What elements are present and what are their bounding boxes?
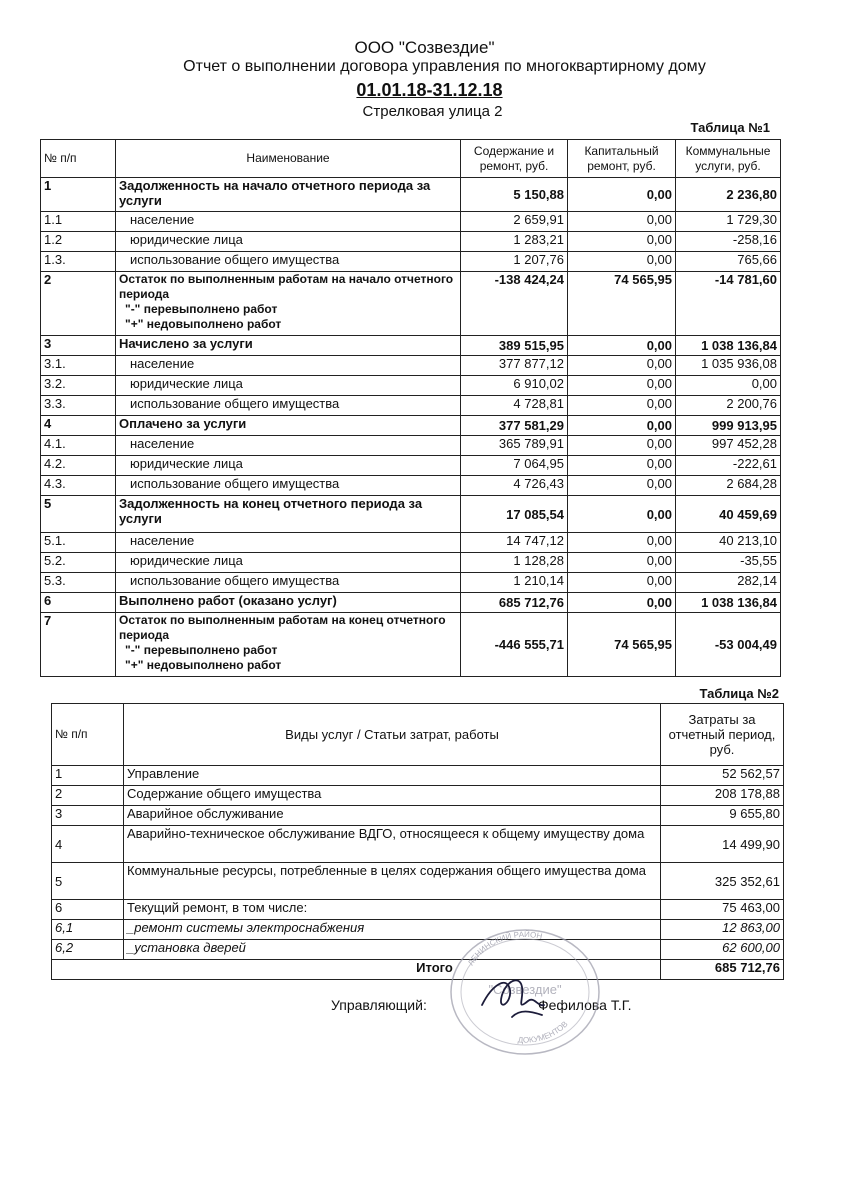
row-name [116,396,461,416]
maint-value: 4 728,81 [461,396,568,416]
row-name [116,496,461,533]
maint-value: 389 515,95 [461,336,568,356]
cost-value: 75 463,00 [661,900,784,920]
row-name: Текущий ремонт, в том числе: [124,900,661,920]
row-name [116,573,461,593]
svg-text:ЛЕНИНСКИЙ РАЙОН [466,930,543,967]
maint-value: 365 789,91 [461,436,568,456]
row-number: 1 [52,766,124,786]
cost-value: 62 600,00 [661,940,784,960]
t1-col-util: Коммунальные услуги, руб. [676,140,781,178]
table1-row [41,496,781,533]
row-name [116,232,461,252]
row-name: Коммунальные ресурсы, потребленные в целях содержания общего имущества дома [124,863,661,900]
table1-row [41,252,781,272]
capital-value: 0,00 [568,416,676,436]
capital-value: 0,00 [568,593,676,613]
manager-signature [472,965,562,1025]
row-name [116,553,461,573]
cost-value: 12 863,00 [661,920,784,940]
row-name [116,336,461,356]
table2-row [52,826,784,863]
maint-value: 14 747,12 [461,533,568,553]
capital-value: 0,00 [568,396,676,416]
row-name [116,613,461,677]
row-name: _ремонт системы электроснабжения [124,920,661,940]
utility-value: 999 913,95 [676,416,781,436]
row-number: 3.2. [41,376,116,396]
maint-value: 4 726,43 [461,476,568,496]
row-number: 3 [41,336,116,356]
row-name-text: использование общего имущества [130,476,340,491]
row-number: 2 [52,786,124,806]
utility-value: 997 452,28 [676,436,781,456]
row-name [116,456,461,476]
row-name: Управление [124,766,661,786]
stamp-text-center: "Созвездие" [488,982,562,997]
capital-value: 0,00 [568,232,676,252]
capital-value: 74 565,95 [568,272,676,336]
row-number: 6 [41,593,116,613]
row-name [116,252,461,272]
row-name-text: использование общего имущества [130,396,340,411]
row-name: _установка дверей [124,940,661,960]
row-name-text: Начислено за услуги [119,336,253,351]
total-label: Итого [52,960,661,980]
row-number: 1.1 [41,212,116,232]
t2-col-num: № п/п [52,704,124,766]
row-number: 3.3. [41,396,116,416]
row-number: 6,2 [52,940,124,960]
table1-row [41,436,781,456]
cost-value: 208 178,88 [661,786,784,806]
row-number: 4 [41,416,116,436]
row-number: 2 [41,272,116,336]
t2-col-cost: Затраты за отчетный период, руб. [661,704,784,766]
maint-value: 7 064,95 [461,456,568,476]
utility-value: 2 684,28 [676,476,781,496]
row-name [116,212,461,232]
table1-row [41,232,781,252]
row-name-text: использование общего имущества [130,573,340,588]
table2-row [52,766,784,786]
row-number: 5 [52,863,124,900]
row-name-text: Выполнено работ (оказано услуг) [119,593,337,608]
capital-value: 0,00 [568,533,676,553]
row-number: 1.2 [41,232,116,252]
table2-row [52,786,784,806]
utility-value: 282,14 [676,573,781,593]
row-name-text: население [130,212,195,227]
table1-row [41,272,781,336]
table2-row [52,920,784,940]
row-name [116,436,461,456]
capital-value: 0,00 [568,436,676,456]
row-subnote: "+" недовыполнено работ [125,317,282,331]
table1-row [41,613,781,677]
utility-value: 765,66 [676,252,781,272]
table2-row [52,863,784,900]
capital-value: 0,00 [568,376,676,396]
table1-row [41,336,781,356]
maint-value: 2 659,91 [461,212,568,232]
row-name-text: юридические лица [130,456,243,471]
row-number: 7 [41,613,116,677]
row-number: 4 [52,826,124,863]
row-name-text: юридические лица [130,232,243,247]
capital-value: 0,00 [568,252,676,272]
row-number: 5.3. [41,573,116,593]
row-name [116,376,461,396]
capital-value: 0,00 [568,212,676,232]
row-name [116,593,461,613]
utility-value: -35,55 [676,553,781,573]
utility-value: 2 200,76 [676,396,781,416]
capital-value: 0,00 [568,356,676,376]
row-subnote: "-" перевыполнено работ [125,643,278,657]
utility-value: -258,16 [676,232,781,252]
t1-col-cap: Капитальный ремонт, руб. [568,140,676,178]
table1-row [41,533,781,553]
cost-value: 14 499,90 [661,826,784,863]
utility-value: 1 038 136,84 [676,336,781,356]
utility-value: 1 035 936,08 [676,356,781,376]
row-subnote: "-" перевыполнено работ [125,302,278,316]
maint-value: 377 877,12 [461,356,568,376]
capital-value: 74 565,95 [568,613,676,677]
capital-value: 0,00 [568,553,676,573]
stamp-text-bottom: ДОКУМЕНТОВ [517,1019,570,1045]
report-period: 01.01.18-31.12.18 [356,80,503,100]
row-name [116,356,461,376]
table1-row [41,416,781,436]
table1-row [41,553,781,573]
stamp-text-top: ЛЕНИНСКИЙ РАЙОН [466,929,544,968]
row-name-text: Задолженность на конец отчетного периода за услуги [119,496,423,526]
maint-value: 685 712,76 [461,593,568,613]
maint-value: -138 424,24 [461,272,568,336]
table2-row [52,940,784,960]
row-name [116,272,461,336]
table1-row [41,356,781,376]
table1-caption: Таблица №1 [690,120,770,135]
row-number: 5.1. [41,533,116,553]
house-address: Стрелковая улица 2 [362,103,503,120]
row-name [116,533,461,553]
row-number: 6 [52,900,124,920]
utility-value: 1 038 136,84 [676,593,781,613]
row-number: 1 [41,178,116,212]
row-name-text: юридические лица [130,553,243,568]
row-name-text: население [130,436,195,451]
maint-value: 17 085,54 [461,496,568,533]
utility-value: -53 004,49 [676,613,781,677]
table1-row [41,396,781,416]
row-number: 1.3. [41,252,116,272]
manager-name: Фефилова Т.Г. [538,997,632,1013]
capital-value: 0,00 [568,496,676,533]
table1 [40,139,781,677]
row-number: 6,1 [52,920,124,940]
row-number: 4.3. [41,476,116,496]
row-name: Аварийное обслуживание [124,806,661,826]
row-number: 4.2. [41,456,116,476]
row-number: 3 [52,806,124,826]
maint-value: 1 283,21 [461,232,568,252]
table1-row [41,178,781,212]
utility-value: -14 781,60 [676,272,781,336]
row-name-text: использование общего имущества [130,252,340,267]
table2-total-row [52,960,784,980]
row-name-text: Оплачено за услуги [119,416,247,431]
row-name-text: Задолженность на начало отчетного периода за услуги [119,178,431,208]
row-name [116,178,461,212]
table2 [51,703,784,980]
row-name-text: Остаток по выполненным работам на конец отчетного периода [119,613,446,642]
table1-row [41,376,781,396]
cost-value: 325 352,61 [661,863,784,900]
utility-value: -222,61 [676,456,781,476]
row-name-text: юридические лица [130,376,243,391]
capital-value: 0,00 [568,336,676,356]
capital-value: 0,00 [568,178,676,212]
table1-row [41,593,781,613]
maint-value: 6 910,02 [461,376,568,396]
row-name [116,416,461,436]
table1-row [41,456,781,476]
row-name-text: Остаток по выполненным работам на начало отчетного периода [119,272,454,301]
row-number: 5 [41,496,116,533]
row-number: 3.1. [41,356,116,376]
total-value: 685 712,76 [661,960,784,980]
cost-value: 52 562,57 [661,766,784,786]
row-name: Содержание общего имущества [124,786,661,806]
row-name-text: население [130,356,195,371]
table2-caption: Таблица №2 [699,686,779,701]
utility-value: 40 213,10 [676,533,781,553]
utility-value: 40 459,69 [676,496,781,533]
row-name [116,476,461,496]
maint-value: 1 207,76 [461,252,568,272]
report-title: Отчет о выполнении договора управления по многоквартирному дому [183,58,706,75]
maint-value: 5 150,88 [461,178,568,212]
table2-row [52,900,784,920]
capital-value: 0,00 [568,573,676,593]
row-name: Аварийно-техническое обслуживание ВДГО, относящееся к общему имуществу дома [124,826,661,863]
cost-value: 9 655,80 [661,806,784,826]
row-subnote: "+" недовыполнено работ [125,658,282,672]
manager-label: Управляющий: [331,997,427,1013]
table1-row [41,476,781,496]
maint-value: 1 128,28 [461,553,568,573]
capital-value: 0,00 [568,476,676,496]
utility-value: 2 236,80 [676,178,781,212]
row-number: 5.2. [41,553,116,573]
maint-value: 377 581,29 [461,416,568,436]
t1-col-maint: Содержание и ремонт, руб. [461,140,568,178]
utility-value: 0,00 [676,376,781,396]
table2-row [52,806,784,826]
org-name: ООО "Созвездие" [354,38,495,57]
table1-row [41,212,781,232]
utility-value: 1 729,30 [676,212,781,232]
t1-col-name: Наименование [116,140,461,178]
capital-value: 0,00 [568,456,676,476]
maint-value: -446 555,71 [461,613,568,677]
t2-col-name: Виды услуг / Статьи затрат, работы [124,704,661,766]
t1-col-num: № п/п [41,140,116,178]
maint-value: 1 210,14 [461,573,568,593]
table1-row [41,573,781,593]
row-number: 4.1. [41,436,116,456]
row-name-text: население [130,533,195,548]
